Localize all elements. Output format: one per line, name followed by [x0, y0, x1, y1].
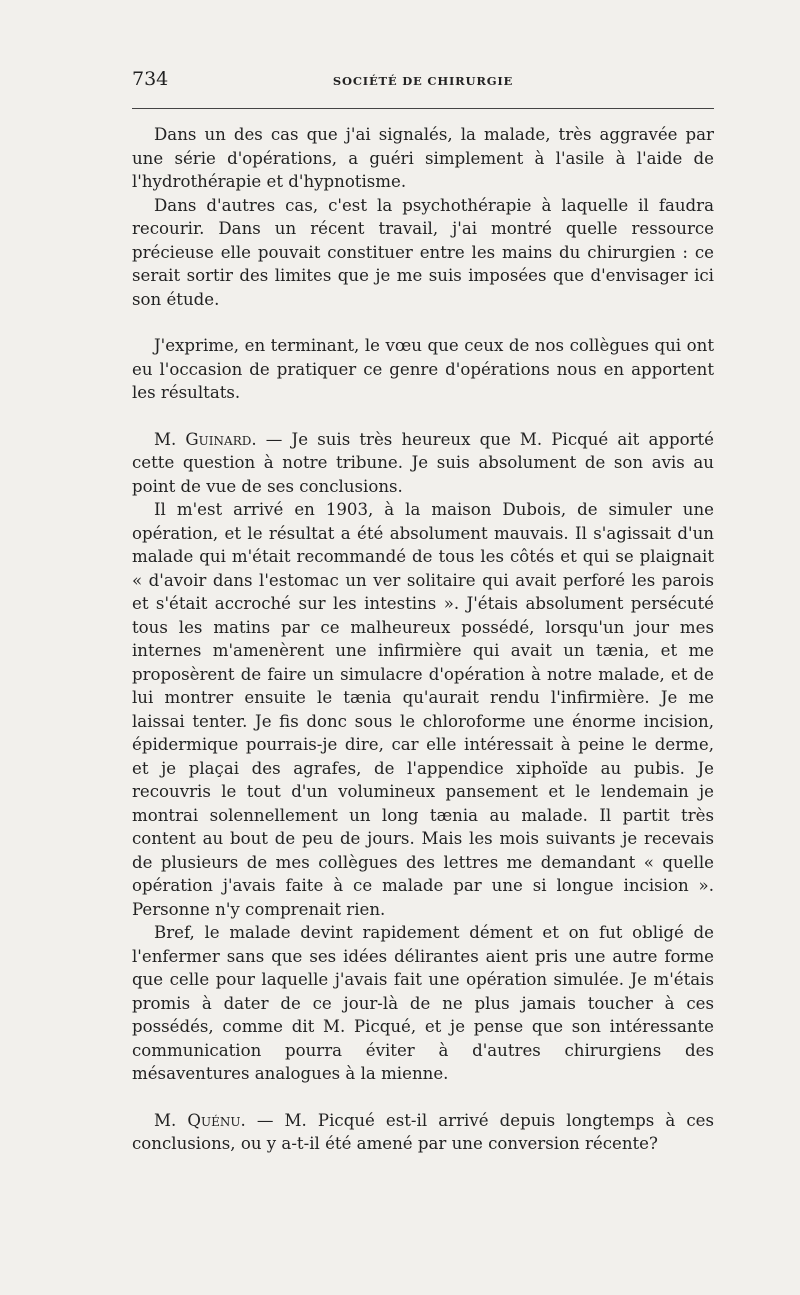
running-title: SOCIÉTÉ DE CHIRURGIE	[332, 74, 514, 88]
speaker-name: M. Guinard.	[154, 429, 257, 449]
paragraph-2: Dans d'autres cas, c'est la psychothérapie à laquelle il faudra recourir. Dans un récent travail, j'ai montré quelle ressource précieuse elle pouvait constituer entre les mains du chirurgien : ce serait sortir des limites que je me suis imposées que d'envisager ici son étude.	[132, 195, 714, 309]
paragraph-quenu	[132, 1109, 714, 1156]
page-number: 734	[132, 68, 169, 90]
page-header	[132, 68, 714, 100]
paragraph-5: Il m'est arrivé en 1903, à la maison Dubois, de simuler une opération, et le résultat a été absolument mauvais. Il s'agissait d'un malade qui m'était recommandé de tous les côtés et qui se plaignait « d'avoir dans l'estomac un ver solitaire qui avait perforé les parois et s'était accroché sur les intestins ». J'étais absolument persécuté tous les matins par ce malheureux possédé, lorsqu'un jour mes internes m'amenèrent une infirmière qui avait un tænia, et me proposèrent de faire un simulacre d'opération à notre malade, et de lui montrer ensuite le tænia qu'aurait rendu l'infirmière. Je me laissai tenter. Je fis donc sous le chloroforme une énorme incision, épidermique pourrais-je dire, car elle intéressait à peine le derme, et je plaçai des agrafes, de l'appendice xiphoïde au pubis. Je recouvris le tout d'un volumineux pansement et le lendemain je montrai solennellement un long tænia au malade. Il partit très content au bout de peu de jours. Mais les mois suivants je recevais de plusieurs de mes collègues des lettres me demandant « quelle opération j'avais faite à ce malade par une si longue incision ». Personne n'y comprenait rien.	[132, 500, 714, 919]
paragraph-6: Bref, le malade devint rapidement dément et on fut obligé de l'enfermer sans que ses idées délirantes aient pris une autre forme que celle pour laquelle j'avais fait une opération simulée. Je m'étais promis à dater de ce jour-là de ne plus jamais toucher à ces possédés, comme dit M. Picqué, et je pense que son intéressante communication pourra éviter à d'autres chirurgiens des mésaventures analogues à la mienne.	[132, 923, 714, 1083]
paragraph-text: — Je suis très heureux que M. Picqué ait apporté cette question à notre tribune. Je suis absolument de son avis au point de vue de ses conclusions.	[132, 429, 714, 496]
header-rule	[132, 108, 714, 109]
speaker-name: M. Quénu.	[154, 1110, 246, 1130]
paragraph-guinard	[132, 428, 714, 499]
paragraph-text: — M. Picqué est-il arrivé depuis longtemps à ces conclusions, ou y a-t-il été amené par une conversion récente?	[132, 1110, 715, 1153]
paragraph-1: Dans un des cas que j'ai signalés, la malade, très aggravée par une série d'opérations, a guéri simplement à l'asile à l'aide de l'hydrothérapie et d'hypnotisme.	[132, 125, 714, 191]
paragraph-3: J'exprime, en terminant, le vœu que ceux de nos collègues qui ont eu l'occasion de pratiquer ce genre d'opérations nous en apportent les résultats.	[132, 336, 714, 402]
page-body	[132, 123, 714, 1156]
